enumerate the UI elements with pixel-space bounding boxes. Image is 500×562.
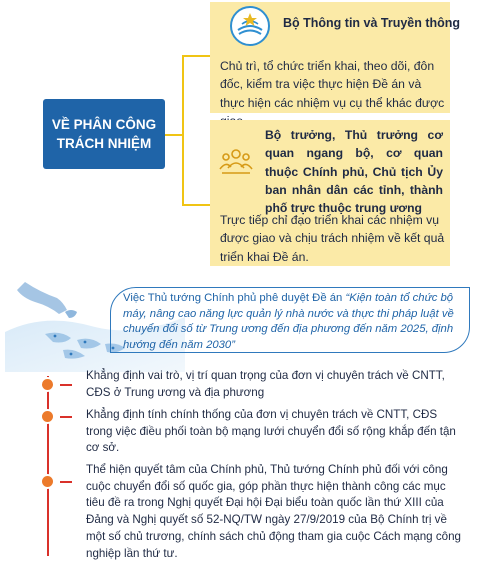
leaders-title: Bộ trưởng, Thủ trưởng cơ quan ngang bộ, cơ quan thuộc Chính phủ, Chủ tịch Ủy ban nhân dân các tỉnh, thành phố trực thuộc trung ương bbox=[265, 128, 443, 216]
ministry-logo-icon bbox=[230, 6, 270, 46]
ministry-name: Bộ Thông tin và Truyền thông bbox=[283, 16, 461, 30]
people-group-icon bbox=[219, 146, 253, 176]
leaders-duty-text: Trực tiếp chỉ đạo triển khai các nhiệm vụ được giao và chịu trách nhiệm về kết quả triển khai Đề án. bbox=[220, 213, 445, 264]
bullet-dash bbox=[60, 416, 72, 418]
ministry-duty-text: Chủ trì, tổ chức triển khai, theo dõi, đôn đốc, kiểm tra việc thực hiện Đề án và thực hiện các nhiệm vụ cụ thể khác được bbox=[220, 59, 445, 110]
role-heading-box bbox=[43, 99, 165, 169]
bullet-dot bbox=[42, 379, 53, 390]
list-item: Khẳng định tính chính thống của đơn vị chuyên trách về CNTT, CĐS trong việc điều phối toàn bộ mạng lưới chuyển đổi số rộng khắp đến tận cơ sở. bbox=[86, 408, 456, 455]
connector-line bbox=[182, 204, 210, 206]
bullet-dash bbox=[60, 384, 72, 386]
project-title-quote: “Kiện toàn tổ chức bộ máy, nâng cao năng lực quản lý nhà nước và thực thi pháp luật về chuyển đổi số từ Trung ương đến địa phương đến năm 2025, định hướng đến năm 2030” bbox=[123, 292, 454, 351]
connector-line bbox=[165, 134, 183, 136]
bullet-dot bbox=[42, 476, 53, 487]
list-item: Thể hiện quyết tâm của Chính phủ, Thủ tướng Chính phủ đối với công cuộc chuyển đổi số quốc gia, góp phần thực hiện thành công các mục tiêu đề ra trong Nghị quyết Đại hội Đại biểu toàn quốc lần thứ XIII của Đảng và Nghị quyết số 52-NQ/TW ngày 27/9/2019 của Bộ Chính trị về một số chủ trương, chính sách chủ động tham gia cuộc Cách mạng công nghiệp lần thứ tư. bbox=[86, 463, 461, 560]
timeline-line bbox=[47, 376, 49, 556]
list-item: Khẳng định vai trò, vị trí quan trọng của đơn vị chuyên trách về CNTT, CĐS ở Trung ương và địa phương bbox=[86, 369, 445, 399]
role-heading-line1: VỀ PHÂN CÔNG bbox=[51, 117, 157, 132]
connector-line bbox=[182, 55, 210, 57]
bullet-dash bbox=[60, 481, 72, 483]
quote-lead: Việc Thủ tướng Chính phủ phê duyệt Đề án bbox=[123, 292, 346, 304]
decision-quote bbox=[123, 291, 463, 353]
bullet-dot bbox=[42, 411, 53, 422]
role-heading-line2: TRÁCH NHIỆM bbox=[56, 136, 152, 151]
connector-line bbox=[182, 55, 184, 205]
